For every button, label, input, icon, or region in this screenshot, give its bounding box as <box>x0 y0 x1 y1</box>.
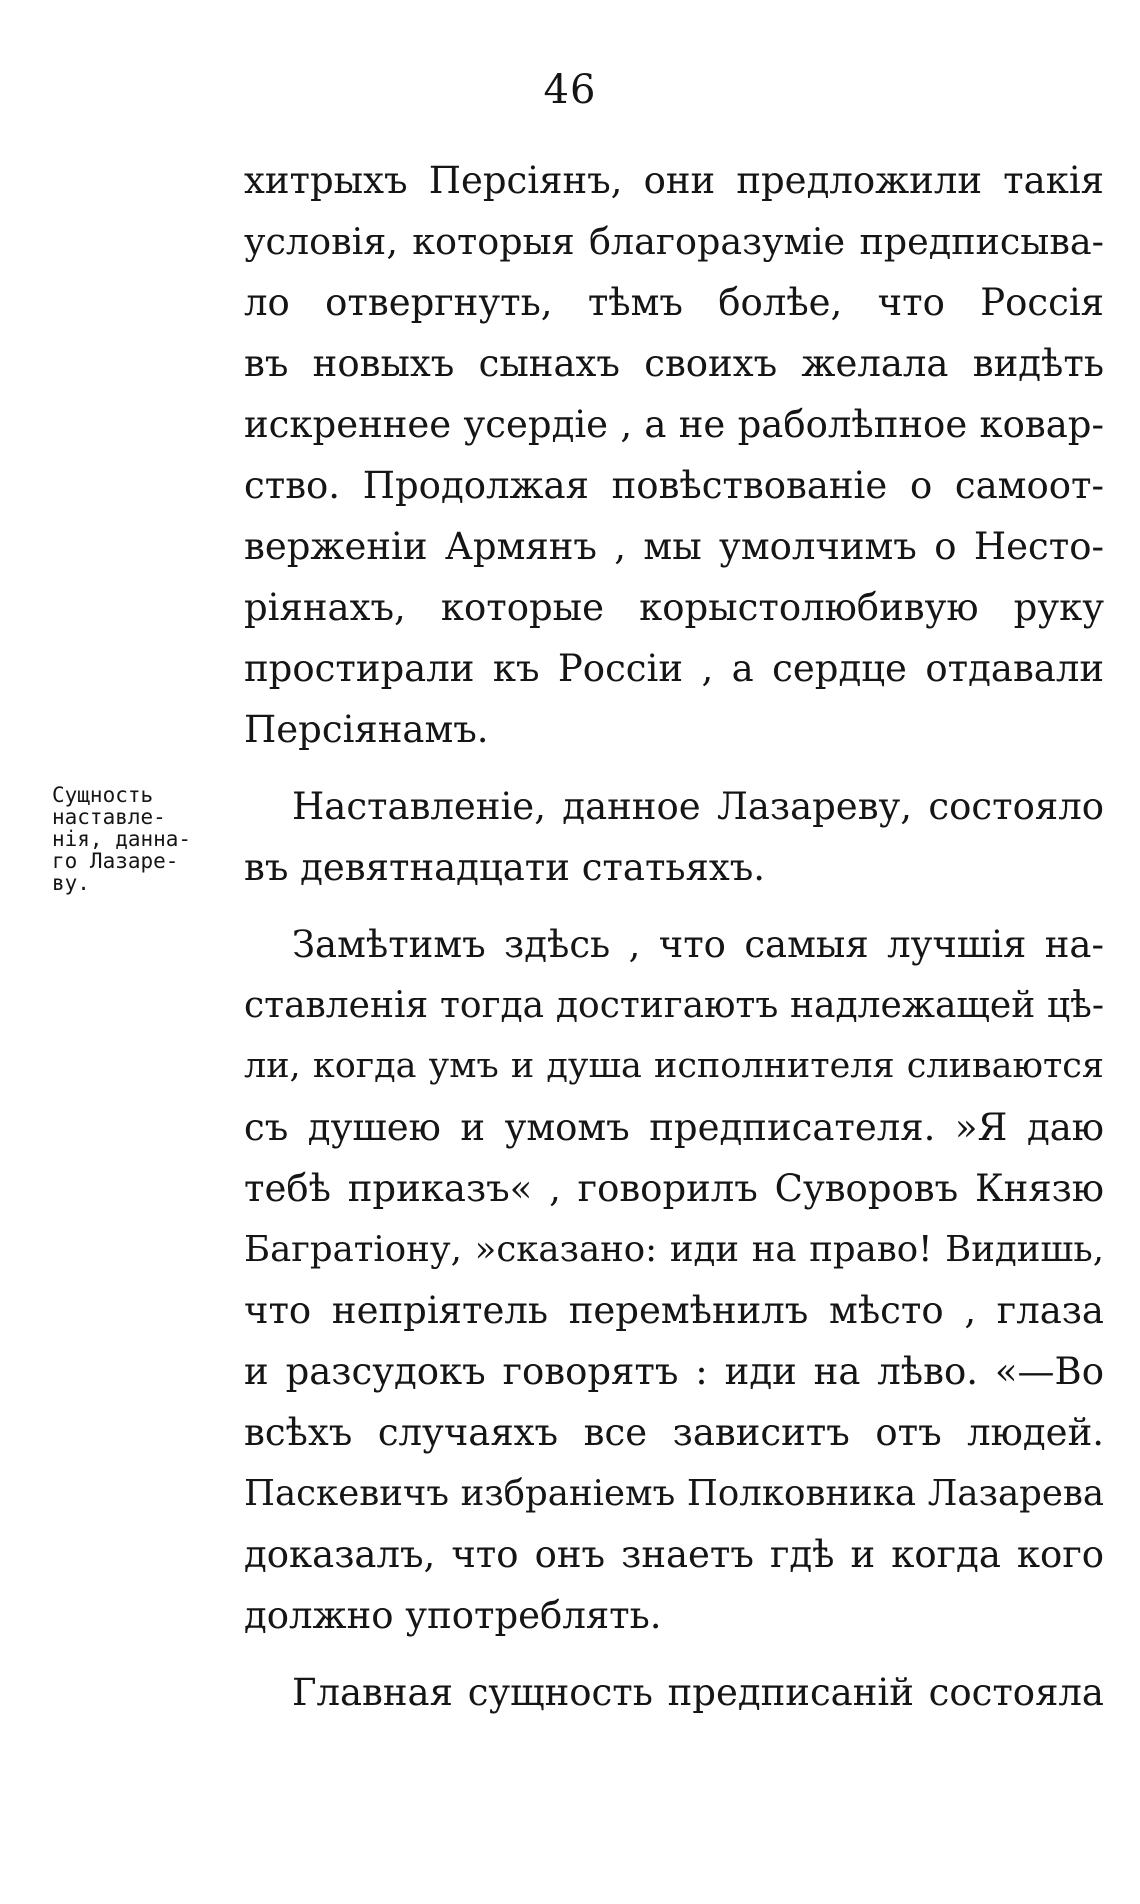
text-line: съ душею и умомъ предписателя. »Я даю <box>244 1106 1104 1149</box>
margin-note-line: наставле- <box>52 805 166 829</box>
text-line: ріянахъ, которые корыстолюбивую руку <box>244 586 1104 629</box>
text-line: Багратіону, »сказано: иди на право! Видишь, <box>244 1229 1104 1270</box>
text-line: простирали къ Россіи , а сердце отдавали <box>244 647 1104 690</box>
paragraph-gap <box>244 760 1104 776</box>
margin-note-line: Сущность <box>52 783 154 807</box>
text-line: всѣхъ случаяхъ все зависитъ отъ людей. <box>244 1411 1104 1454</box>
page-number: 46 <box>543 67 597 113</box>
text-line: тебѣ приказъ« , говорилъ Суворовъ Князю <box>244 1167 1104 1210</box>
text-line: въ девятнадцати статьяхъ. <box>244 846 766 889</box>
paragraph-gap <box>244 1646 1104 1662</box>
text-line: Наставленіе, данное Лазареву, состояло <box>292 785 1104 828</box>
text-line: и разсудокъ говорятъ : иди на лѣво. «—Во <box>244 1350 1104 1393</box>
text-line: условія, которыя благоразуміе предписыва- <box>244 220 1104 263</box>
text-line: Персіянамъ. <box>244 708 489 751</box>
margin-note-line: ву. <box>52 871 90 895</box>
margin-note-line: го Лазаре- <box>52 849 179 873</box>
text-line: искреннее усердіе , а не раболѣпное ковар- <box>244 403 1104 446</box>
margin-note <box>52 784 240 894</box>
text-line: должно употреблять. <box>244 1594 662 1637</box>
text-line: что непріятель перемѣнилъ мѣсто , глаза <box>244 1289 1104 1332</box>
body-text <box>244 150 1104 1723</box>
text-line: ство. Продолжая повѣствованіе о самоот- <box>244 464 1104 507</box>
margin-note-line: нія, данна- <box>52 827 192 851</box>
text-line: ли, когда умъ и душа исполнителя сливаются <box>244 1046 1104 1086</box>
paragraph-gap <box>244 898 1104 914</box>
text-line: въ новыхъ сынахъ своихъ желала видѣть <box>244 342 1104 385</box>
text-line: Паскевичъ избраніемъ Полковника Лазарева <box>244 1473 1104 1514</box>
text-line: ставленія тогда достигаютъ надлежащей цѣ- <box>244 985 1104 1026</box>
text-line: ло отвергнуть, тѣмъ болѣе, что Россія <box>244 281 1104 324</box>
text-line: доказалъ, что онъ знаетъ гдѣ и когда кого <box>244 1533 1104 1576</box>
text-line: верженіи Армянъ , мы умолчимъ о Несто- <box>244 525 1104 568</box>
text-line: хитрыхъ Персіянъ, они предложили такія <box>244 159 1104 202</box>
text-line: Замѣтимъ здѣсь , что самыя лучшія на- <box>292 923 1104 966</box>
text-line: Главная сущность предписаній состояла <box>292 1671 1104 1714</box>
